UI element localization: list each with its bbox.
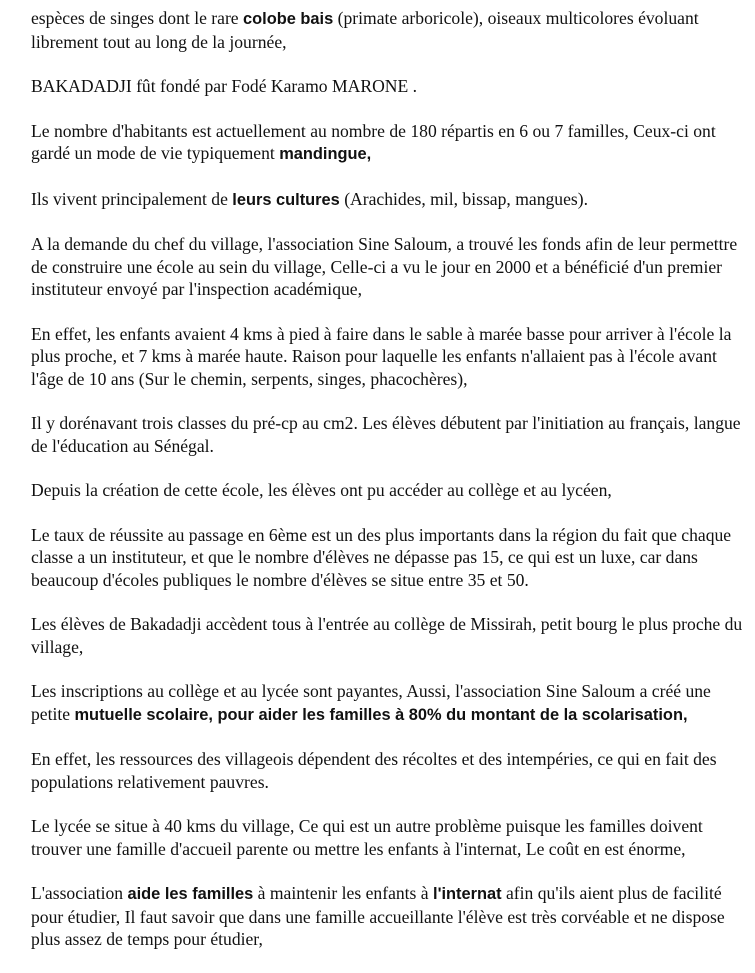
paragraph: [31, 479, 747, 502]
paragraph: [31, 7, 747, 53]
paragraph: [31, 524, 747, 592]
body-text: Le nombre d'habitants est actuellement au nombre de 180 répartis en 6 ou 7 familles, Ceux-ci ont gardé un mode de vie typiquement: [31, 120, 716, 163]
paragraph: [31, 120, 747, 166]
bold-text: mandingue,: [279, 145, 372, 163]
bold-text: leurs cultures: [232, 190, 340, 209]
paragraph: [31, 882, 747, 951]
bold-text: aide les familles: [127, 885, 254, 903]
bold-text: l'internat: [433, 885, 502, 903]
paragraph: [31, 323, 747, 391]
body-text: Ils vivent principalement de: [31, 188, 233, 209]
body-text: à maintenir les enfants à: [253, 883, 434, 903]
body-text: Les inscriptions au collège et au lycée sont payantes, Aussi, l'association Sine Saloum a créé une petite: [31, 681, 711, 724]
body-text: L'association: [31, 883, 128, 903]
body-text: Le taux de réussite au passage en 6ème est un des plus importants dans la région du fait que chaque classe a un instituteur, et que le nombre d'élèves ne dépasse pas 15, ce qui est un luxe, car dans beaucoup d'écoles publiques le nombre d'élèves se situe entre 35 et 50.: [31, 524, 732, 590]
body-text: Il y dorénavant trois classes du pré-cp au cm2. Les élèves débutent par l'initiation au français, langue de l'éducation au Sénégal.: [31, 413, 741, 456]
body-text: espèces de singes dont le rare: [31, 8, 244, 28]
body-text: BAKADADJI fût fondé par Fodé Karamo MARONE .: [31, 76, 418, 96]
body-text: En effet, les ressources des villageois dépendent des récoltes et des intempéries, ce qui en fait des populations relativement pauvres.: [31, 749, 717, 792]
body-text: Depuis la création de cette école, les élèves ont pu accéder au collège et au lycéen,: [31, 480, 612, 500]
paragraph: [31, 680, 747, 726]
paragraph: [31, 412, 747, 457]
document-page: [31, 7, 747, 973]
body-text: Le lycée se situe à 40 kms du village, Ce qui est un autre problème puisque les familles doivent trouver une famille d'accueil parente ou mettre les enfants à l'internat, Le coût en est énorme,: [31, 816, 703, 859]
body-text: Les élèves de Bakadadji accèdent tous à l'entrée au collège de Missirah, petit bourg le plus proche du village,: [31, 614, 743, 657]
paragraph: [31, 748, 747, 793]
paragraph: [31, 613, 747, 658]
bold-text: mutuelle scolaire, pour aider les familles à 80% du montant de la scolarisation,: [74, 705, 688, 724]
body-text: afin qu'ils aient plus de facilité pour étudier, Il faut savoir que dans une famille accueillante l'élève est très corvéable et ne dispose plus assez de temps pour étudier,: [31, 883, 725, 949]
bold-text: colobe bais: [243, 10, 334, 28]
paragraph: [31, 233, 747, 301]
body-text: (Arachides, mil, bissap, mangues).: [339, 188, 589, 209]
body-text: En effet, les enfants avaient 4 kms à pied à faire dans le sable à marée basse pour arriver à l'école la plus proche, et 7 kms à marée haute. Raison pour laquelle les enfants n'allaient pas à l'école avant l'âge de 10 ans (Sur le chemin, serpents, singes, phacochères),: [31, 323, 732, 389]
paragraph: [31, 815, 747, 860]
paragraph: [31, 75, 747, 98]
body-text: A la demande du chef du village, l'association Sine Saloum, a trouvé les fonds afin de leur permettre de construire une école au sein du village, Celle-ci a vu le jour en 2000 et a bénéficié d'un premier instituteur envoyé par l'inspection académique,: [31, 234, 738, 299]
paragraph: [31, 188, 747, 212]
body-text: (primate arboricole), oiseaux multicolores évoluant librement tout au long de la journée,: [31, 8, 699, 52]
